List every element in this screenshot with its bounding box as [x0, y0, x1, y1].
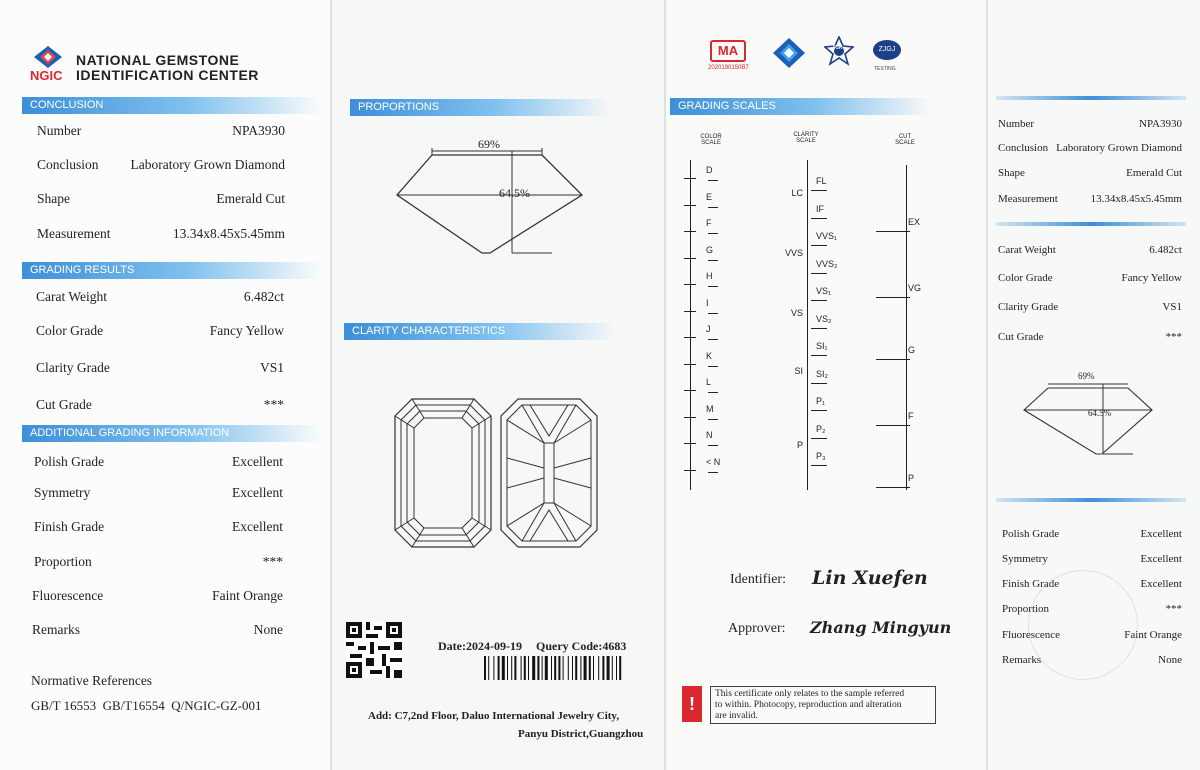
- cut-grade-1: VG: [908, 283, 922, 293]
- barcode: [484, 656, 626, 680]
- clarity-scale-tick: [811, 383, 827, 384]
- section-additional: ADDITIONAL GRADING INFORMATION: [22, 425, 322, 442]
- clarity-grade-10: P₃: [816, 451, 826, 461]
- address-line2: Panyu District,Guangzhou: [518, 728, 644, 740]
- color-scale-tick: [708, 366, 718, 367]
- summary-card-panel: Number NPA3930 Conclusion Laboratory Grown Diamond Shape Emerald Cut Measurement 13.34x8.45x5.45mm Carat Weight 6.482ct Color Grade Fancy Yellow Clarity Grade VS1 Cut Grade *** 69% 64.5% Polish Grade Excellent Symmetry Excellent Finish Grade Excellent Proportion *** Fluorescence Faint Orange Remarks None: [988, 0, 1200, 770]
- section-conclusion: CONCLUSION: [22, 97, 322, 114]
- clarity-group-0: LC: [791, 188, 803, 198]
- cut-grade-3: F: [908, 411, 914, 421]
- brand-short: NGIC: [30, 68, 63, 83]
- section-clarity-characteristics: CLARITY CHARACTERISTICS: [344, 323, 614, 340]
- summary-depth-percent: 64.5%: [1088, 408, 1112, 418]
- summary-rule-mid: [996, 222, 1186, 226]
- clarity-scale-tick: [811, 328, 827, 329]
- color-scale-tick: [708, 207, 718, 208]
- identifier-signature: Lin Xuefen: [812, 567, 928, 589]
- cma-logo-icon: MA: [710, 40, 746, 62]
- color-grade-1: E: [706, 191, 713, 202]
- cut-scale-axis: [906, 165, 907, 490]
- clarity-grade-1: IF: [816, 203, 824, 214]
- cut-scale-tick: [876, 487, 910, 488]
- testing-text: TESTING: [874, 66, 896, 72]
- cut-scale-tick: [876, 231, 910, 232]
- clarity-grade-4: VS₁: [816, 286, 832, 296]
- summary-rule-bottom: [996, 498, 1186, 502]
- warning-icon: !: [682, 686, 702, 722]
- color-scale-tick: [684, 390, 696, 391]
- color-scale-tick: [684, 231, 696, 232]
- section-proportions: PROPORTIONS: [350, 99, 610, 116]
- emerald-top-view: [394, 398, 492, 548]
- clarity-scale-tick: [811, 438, 827, 439]
- summary-rule-top: [996, 96, 1186, 100]
- color-scale-tick: [708, 313, 718, 314]
- cut-scale-tick: [876, 425, 910, 426]
- clarity-scale: [781, 160, 851, 490]
- clarity-grade-5: VS₂: [816, 313, 832, 324]
- emerald-bottom-view: [500, 398, 598, 548]
- cut-scale-title: CUT SCALE: [895, 134, 915, 146]
- clarity-group-2: VS: [790, 308, 803, 318]
- depth-percent: 64.5%: [499, 186, 530, 200]
- approver-label: Approver:: [728, 621, 786, 636]
- color-grade-3: G: [706, 244, 714, 255]
- color-grade-8: L: [706, 377, 712, 387]
- clarity-scale-axis: [807, 160, 808, 490]
- color-scale-tick: [684, 417, 696, 418]
- section-grading-results: GRADING RESULTS: [22, 262, 322, 279]
- summary-proportion-diagram: [1018, 378, 1158, 458]
- approver-signature: Zhang Mingyun: [810, 618, 952, 637]
- fjk-logo-icon: [824, 36, 854, 66]
- color-scale-tick: [684, 311, 696, 312]
- clarity-group-4: P: [796, 440, 803, 450]
- cut-grade-4: P: [908, 473, 915, 483]
- qr-code: [346, 622, 402, 678]
- color-grade-5: I: [706, 297, 709, 308]
- color-grade-6: J: [706, 324, 711, 334]
- clarity-scale-tick: [811, 190, 827, 191]
- query-code: Query Code:4683: [536, 639, 627, 653]
- color-grade-9: M: [706, 403, 714, 414]
- proportions-panel: [332, 0, 664, 770]
- color-grade-0: D: [706, 165, 713, 175]
- cut-grade-0: EX: [908, 217, 921, 227]
- disclaimer-box: This certificate only relates to the sample referred to within. Photocopy, reproduction and alteration are invalid.: [710, 686, 936, 724]
- color-scale-tick: [708, 445, 718, 446]
- clarity-grade-2: VVS₁: [816, 231, 838, 241]
- summary-table-percent: 69%: [1078, 371, 1095, 381]
- ngic-logo-icon: [773, 38, 805, 68]
- cut-grade-2: G: [908, 345, 916, 355]
- clarity-grade-7: SI₂: [816, 368, 828, 379]
- color-scale-title: COLOR SCALE: [700, 134, 722, 146]
- clarity-scale-title: CLARITY SCALE: [793, 132, 819, 144]
- identifier-label: Identifier:: [730, 572, 786, 587]
- cut-scale-tick: [876, 359, 910, 360]
- clarity-scale-tick: [811, 410, 827, 411]
- zjgj-logo-icon: ZJGJ: [873, 40, 901, 60]
- color-grade-10: N: [706, 430, 713, 440]
- color-grade-4: H: [706, 271, 713, 281]
- color-scale-tick: [708, 472, 718, 473]
- color-scale-tick: [708, 260, 718, 261]
- color-scale-tick: [708, 392, 718, 393]
- clarity-scale-tick: [811, 218, 827, 219]
- clarity-scale-tick: [811, 300, 827, 301]
- clarity-scale-tick: [811, 465, 827, 466]
- color-scale-tick: [684, 443, 696, 444]
- color-scale-tick: [684, 178, 696, 179]
- color-scale-tick: [708, 180, 718, 181]
- color-grade-11: < N: [706, 456, 721, 467]
- clarity-group-3: SI: [794, 366, 803, 376]
- cut-scale: [890, 165, 935, 490]
- color-scale-tick: [684, 364, 696, 365]
- color-scale-tick: [708, 339, 718, 340]
- watermark-seal-icon: [1028, 570, 1138, 680]
- color-scale-tick: [708, 419, 718, 420]
- references-text: GB/T 16553 GB/T16554 Q/NGIC-GZ-001: [31, 698, 262, 713]
- color-scale-tick: [684, 284, 696, 285]
- color-scale-tick: [708, 286, 718, 287]
- color-grade-2: F: [706, 218, 712, 228]
- color-scale-tick: [684, 337, 696, 338]
- address-line1: Add: C7,2nd Floor, Daluo International Jewelry City,: [368, 710, 620, 722]
- clarity-grade-8: P₁: [816, 396, 826, 406]
- color-scale: [690, 160, 730, 490]
- clarity-grade-6: SI₁: [816, 341, 828, 351]
- color-scale-tick: [708, 233, 718, 234]
- section-grading-scales: GRADING SCALES: [670, 98, 932, 115]
- color-scale-tick: [684, 205, 696, 206]
- fjk-text: FJK: [833, 45, 843, 51]
- references-title: Normative References: [31, 673, 153, 688]
- clarity-scale-tick: [811, 273, 827, 274]
- report-panel-main: NGIC NATIONAL GEMSTONE IDENTIFICATION CENTER CONCLUSION Number NPA3930 Conclusion Laboratory Grown Diamond Shape Emerald Cut Measurement 13.34x8.45x5.45mm GRADING RESULTS Carat Weight 6.482ct Color Grade Fancy Yellow Clarity Grade VS1 Cut Grade *** ADDITIONAL GRADING INFORMATION Polish Grade Excellent Symmetry Excellent Finish Grade Excellent Proportion *** Fluorescence Faint Orange Remarks None Normative References GB/T 16553 GB/T16554 Q/NGIC-GZ-001: [0, 0, 330, 770]
- clarity-grade-0: FL: [816, 176, 827, 186]
- clarity-grade-3: VVS₂: [816, 258, 838, 269]
- table-percent: 69%: [478, 137, 500, 151]
- color-grade-7: K: [706, 350, 713, 361]
- report-date: Date:2024-09-19: [438, 639, 522, 653]
- grading-scales-panel: [666, 0, 986, 770]
- color-scale-tick: [684, 258, 696, 259]
- ngic-logo-icon: [34, 46, 62, 68]
- clarity-scale-tick: [811, 245, 827, 246]
- cma-number: 2020190150B7: [708, 65, 749, 71]
- org-name-line2: IDENTIFICATION CENTER: [76, 67, 259, 83]
- clarity-grade-9: P₂: [816, 423, 826, 434]
- clarity-group-1: VVS: [784, 248, 803, 258]
- org-name-line1: NATIONAL GEMSTONE: [76, 52, 240, 68]
- proportion-diagram: [392, 135, 592, 260]
- cut-scale-tick: [876, 297, 910, 298]
- clarity-scale-tick: [811, 355, 827, 356]
- color-scale-axis: [690, 160, 691, 490]
- color-scale-tick: [684, 470, 696, 471]
